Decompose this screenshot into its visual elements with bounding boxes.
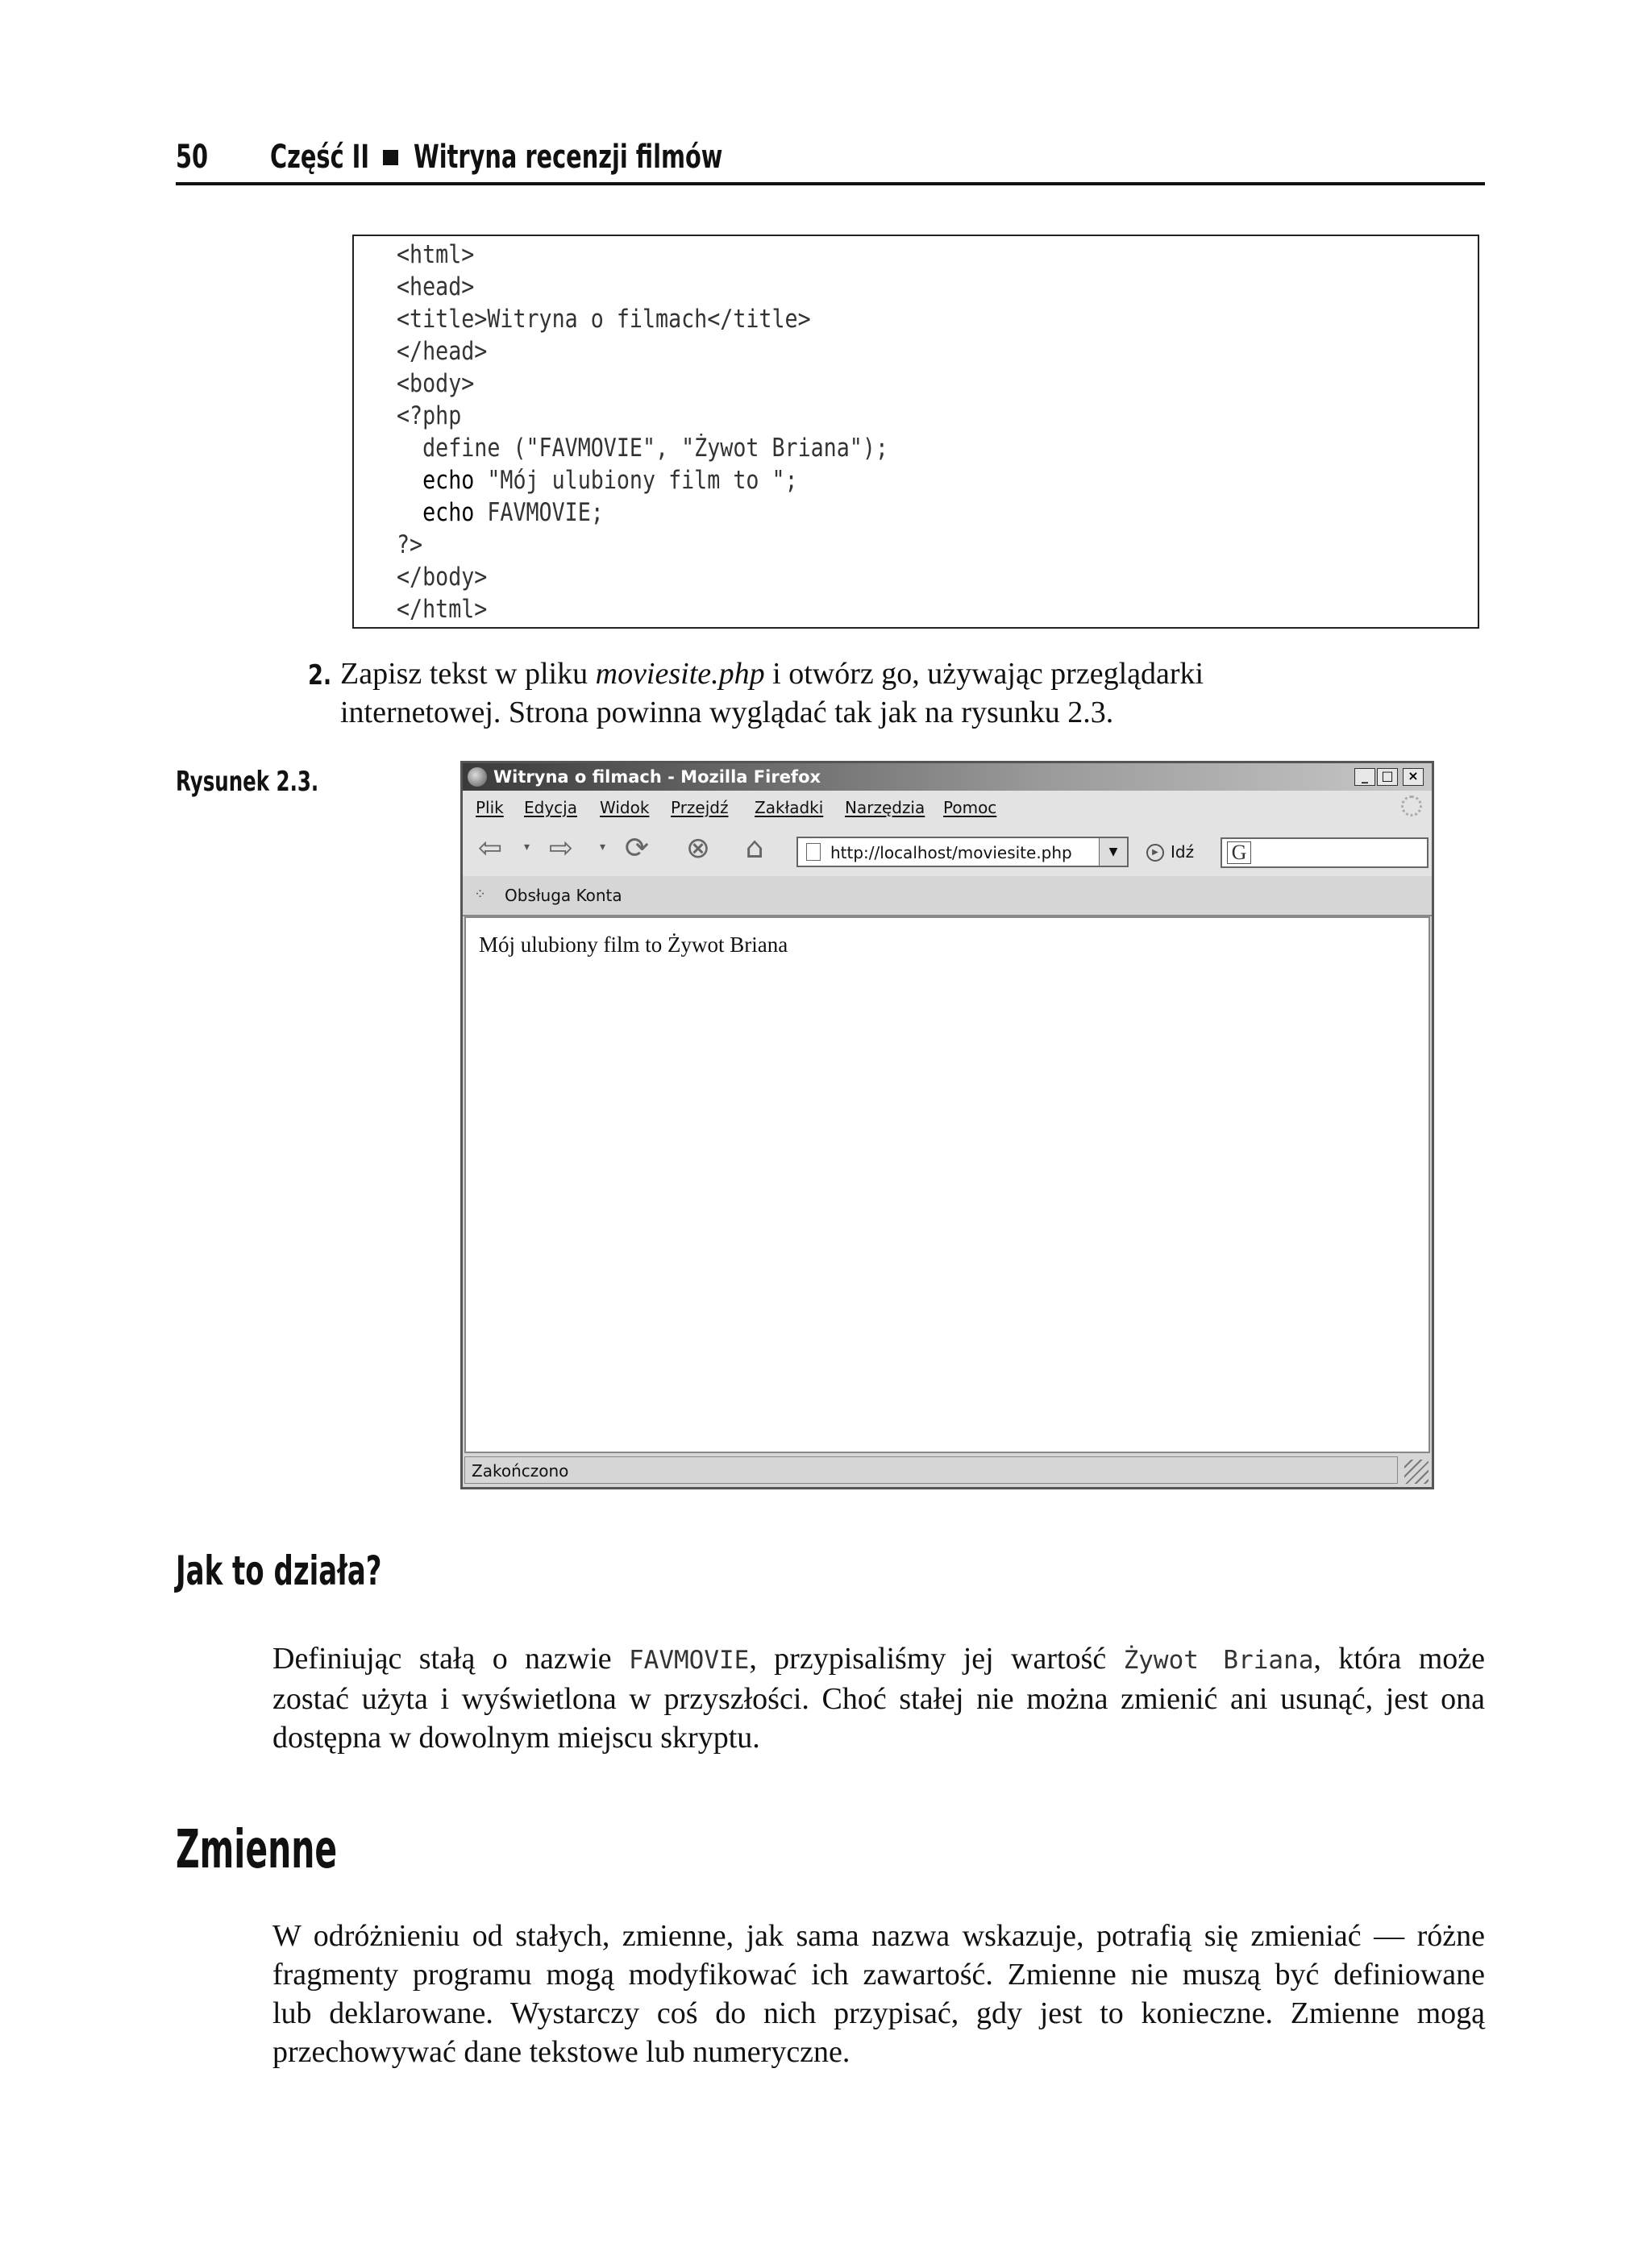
inline-code: Żywot Briana [1123,1646,1314,1675]
menu-plik[interactable]: Plik [476,798,504,817]
text-span: , która może [1313,1642,1485,1676]
status-text: Zakończono [472,1461,569,1481]
code-line: </head> [397,337,488,366]
part-title: Część II [270,139,370,176]
paragraph-how-it-works [272,1639,1485,1757]
code-line: <title>Witryna o filmach</title> [397,305,811,334]
step-text-a: Zapisz tekst w pliku [340,657,596,691]
code-keyword: echo [422,466,475,495]
step-text [340,654,1485,732]
code-line: <head> [397,272,475,301]
step-filename: moviesite.php [595,657,765,691]
paragraph-line: lub deklarowane. Wystarczy coś do nich przypisać, gdy jest to konieczne. Zmienne mogą [272,1996,1485,2030]
code-text: "Mój ulubiony film to "; [474,466,798,495]
throbber-icon [1401,795,1422,816]
menu-pomoc[interactable]: Pomoc [943,798,997,817]
text-span: , przypisaliśmy jej wartość [749,1642,1124,1676]
back-dropdown-icon[interactable]: ▾ [524,841,530,854]
code-line: </html> [397,595,488,624]
maximize-button[interactable]: □ [1377,768,1398,786]
status-bar [463,1453,1432,1487]
page-content-text: Mój ulubiony film to Żywot Briana [479,933,788,957]
minimize-button[interactable]: _ [1354,768,1375,786]
menu-edycja[interactable]: Edycja [524,798,577,817]
figure-label: Rysunek 2.3. [176,766,319,798]
home-icon[interactable]: ⌂ [745,832,764,865]
menu-bar [463,791,1432,824]
url-text: http://localhost/moviesite.php [830,843,1072,862]
close-button[interactable]: × [1403,768,1424,786]
url-field[interactable] [796,837,1129,867]
page-icon [806,843,821,861]
paragraph-variables [272,1917,1485,2071]
go-button[interactable]: Idź [1171,842,1195,862]
menu-zakladki[interactable]: Zakładki [755,798,824,817]
step-line-2: internetowej. Strona powinna wyglądać tak jak na rysunku 2.3. [340,696,1114,729]
google-icon[interactable]: G [1227,841,1251,864]
code-text: FAVMOVIE; [474,498,604,527]
forward-dropdown-icon[interactable]: ▾ [600,841,606,854]
menu-przejdz[interactable]: Przejdź [671,798,729,817]
back-icon[interactable]: ⇦ [477,832,503,865]
code-line: <body> [397,369,475,398]
code-keyword: echo [422,498,475,527]
code-line [397,496,888,529]
code-listing [397,239,968,625]
navigation-toolbar [463,823,1432,877]
page-number: 50 [176,139,209,176]
browser-window [460,761,1434,1489]
status-panel [464,1456,1398,1484]
go-icon[interactable]: ▶ [1146,844,1164,862]
code-line: define ("FAVMOVIE", "Żywot Briana"); [397,434,888,463]
running-header [176,135,1485,185]
title-bar [463,763,1432,791]
firefox-icon [468,767,487,787]
page-content-area [464,916,1430,1453]
step-number: 2. [308,659,332,692]
paragraph-line: W odróżnieniu od stałych, zmienne, jak sama nazwa wskazuje, potrafią się zmieniać — różne [272,1919,1485,1953]
paragraph-line: dostępna w dowolnym miejscu skryptu. [272,1721,760,1755]
inline-code: FAVMOVIE [629,1646,750,1675]
code-line [397,464,888,496]
resize-grip-icon[interactable] [1404,1460,1429,1484]
forward-icon[interactable]: ⇨ [548,832,574,865]
code-line: <?php [397,401,462,430]
window-title: Witryna o filmach - Mozilla Firefox [493,767,821,787]
code-indent [397,466,422,495]
code-line: ?> [397,530,423,559]
step-line-1 [340,654,1485,693]
section-heading-variables: Zmienne [176,1818,338,1880]
code-line: <html> [397,240,475,269]
step-text-b: i otwórz go, używając przeglądarki [764,657,1204,691]
text-span: Definiując stałą o nazwie [272,1642,630,1676]
code-indent [397,498,422,527]
search-field[interactable] [1221,837,1429,868]
section-heading-how-it-works: Jak to działa? [176,1547,382,1594]
code-line: </body> [397,563,488,592]
chapter-title: Witryna recenzji filmów [414,139,723,176]
menu-narzedzia[interactable]: Narzędzia [845,798,925,817]
url-dropdown-icon[interactable]: ▼ [1099,838,1127,866]
bookmark-icon: ⁘ [474,886,487,903]
menu-widok[interactable]: Widok [600,798,650,817]
bookmarks-toolbar [463,876,1432,916]
paragraph-line [272,1639,1485,1680]
paragraph-line: zostać użyta i wyświetlona w przyszłości. Choć stałej nie można zmienić ani usunąć, jest ona [272,1682,1485,1716]
stop-icon[interactable]: ⊗ [685,832,711,865]
reload-icon[interactable]: ⟳ [624,832,650,865]
bookmark-obsluga-konta[interactable]: Obsługa Konta [505,886,622,905]
header-square-bullet [383,150,398,165]
paragraph-line: przechowywać dane tekstowe lub numeryczne. [272,2035,850,2069]
paragraph-line: fragmenty programu mogą modyfikować ich zawartość. Zmienne nie muszą być definiowane [272,1958,1485,1992]
